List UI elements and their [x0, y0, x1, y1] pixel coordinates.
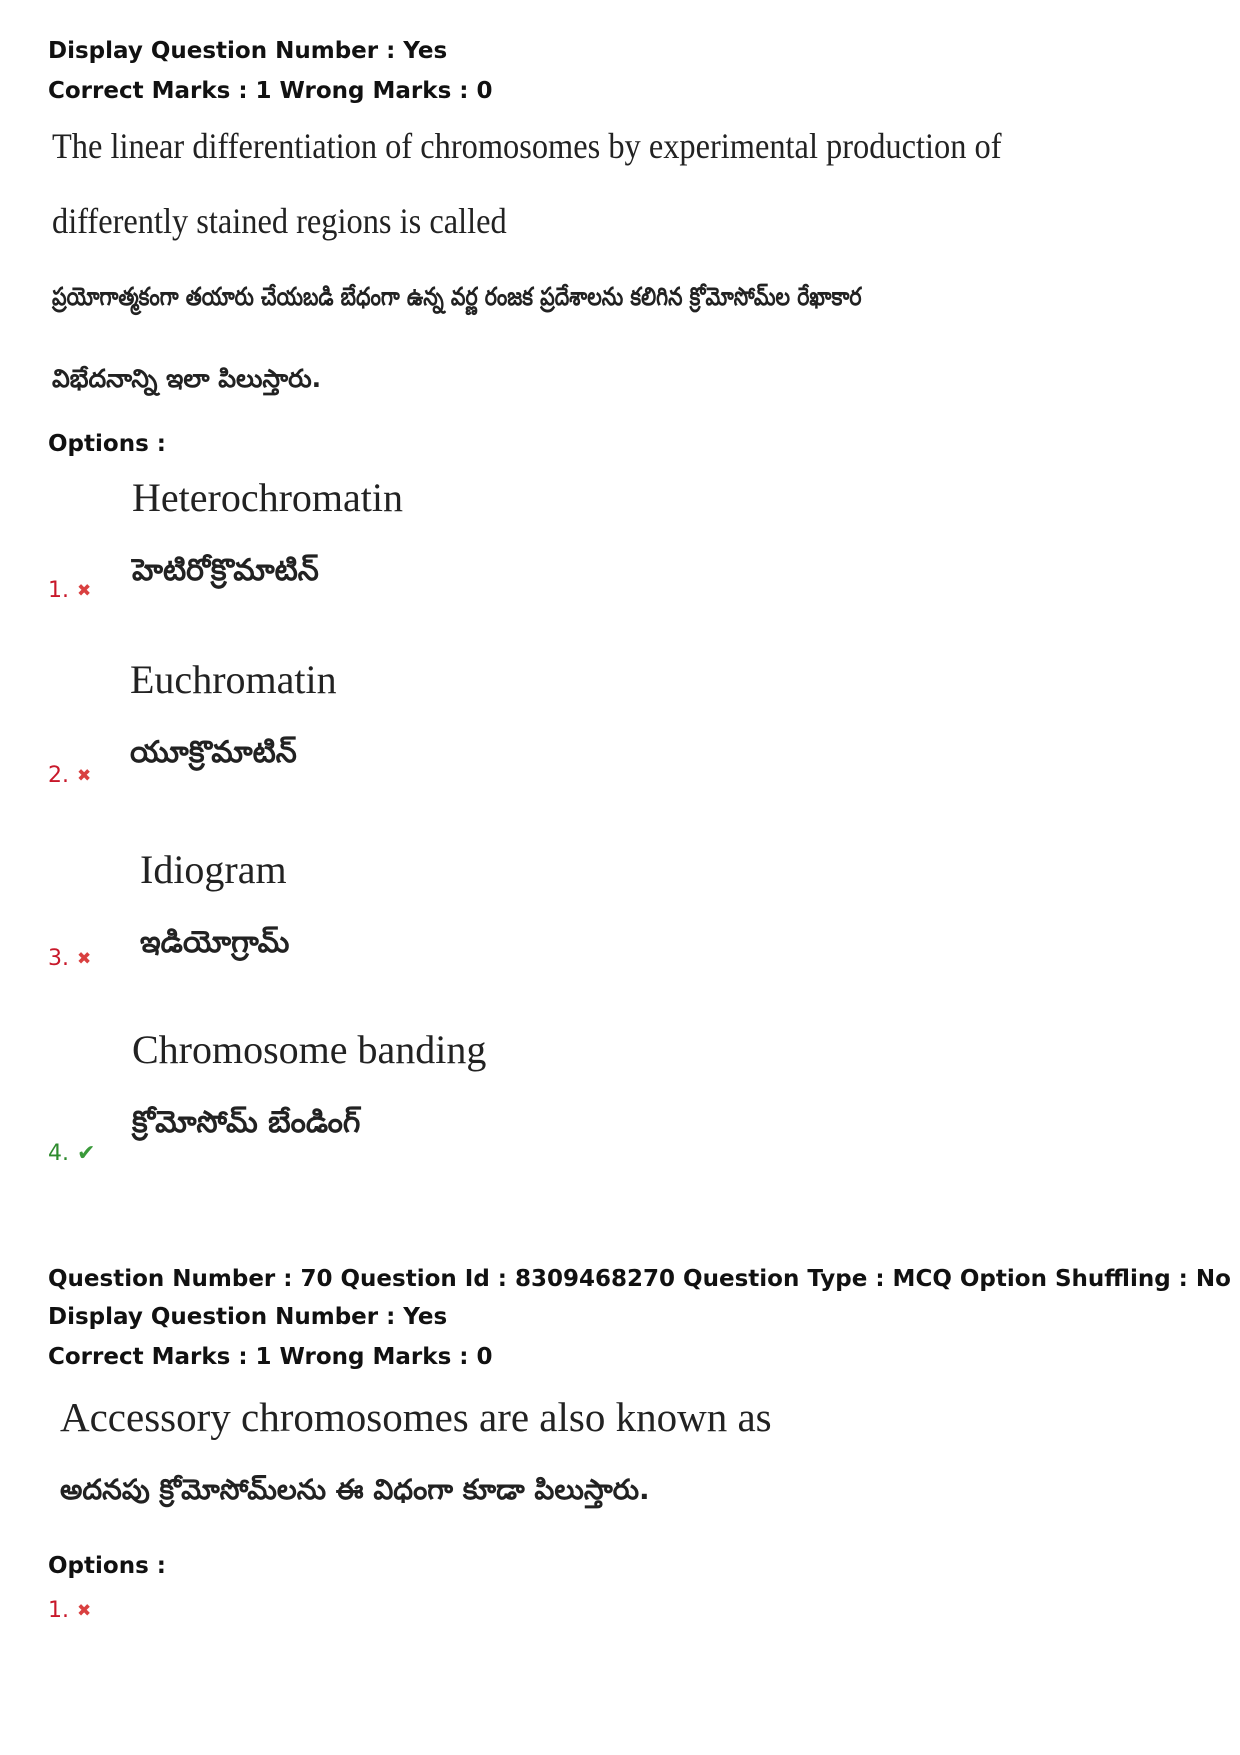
question-text-te-line1: ప్రయోగాత్మకంగా తయారు చేయబడి బేధంగా ఉన్న వర్ణ రంజక ప్రదేశాలను కలిగిన క్రోమోసోమ్‌ల రేఖాకార — [52, 282, 862, 311]
option-1 — [48, 580, 91, 602]
option-3-text-te: ఇడియోగ్రామ్ — [140, 925, 290, 960]
option-number: 1. — [48, 578, 69, 603]
marks-info: Correct Marks : 1 Wrong Marks : 0 — [48, 78, 493, 104]
question-text-te: అదనపు క్రోమోసోమ్‌లను ఈ విధంగా కూడా పిలుస్తారు. — [60, 1473, 650, 1506]
option-1 — [48, 1600, 91, 1622]
option-4-text-en: Chromosome banding — [132, 1027, 487, 1072]
display-question-number: Display Question Number : Yes — [48, 1304, 448, 1330]
question-header: Question Number : 70 Question Id : 8309468270 Question Type : MCQ Option Shuffling : No — [48, 1266, 1231, 1292]
marks-info: Correct Marks : 1 Wrong Marks : 0 — [48, 1344, 493, 1370]
option-2 — [48, 765, 91, 787]
option-number: 3. — [48, 946, 69, 971]
question-text-en: Accessory chromosomes are also known as — [60, 1394, 772, 1440]
option-number: 1. — [48, 1598, 69, 1623]
option-2-text-te: యూక్రొమాటిన్ — [130, 735, 297, 770]
cross-icon: ✖ — [77, 765, 92, 786]
question-text-te-line2: విభేదనాన్ని ఇలా పిలుస్తారు. — [52, 364, 322, 393]
display-question-number: Display Question Number : Yes — [48, 38, 448, 64]
option-1-text-en: Heterochromatin — [132, 475, 403, 520]
question-text-en-line1: The linear differentiation of chromosomes by experimental production of — [52, 126, 1002, 166]
option-2-text-en: Euchromatin — [130, 657, 337, 702]
options-label: Options : — [48, 1553, 166, 1579]
option-number: 4. — [48, 1141, 69, 1166]
option-3 — [48, 948, 91, 970]
option-4-text-te: క్రోమోసోమ్ బేండింగ్ — [132, 1105, 361, 1140]
options-label: Options : — [48, 431, 166, 457]
option-3-text-en: Idiogram — [140, 847, 287, 892]
option-4 — [48, 1143, 95, 1165]
cross-icon: ✖ — [77, 948, 92, 969]
option-number: 2. — [48, 763, 69, 788]
question-text-en-line2: differently stained regions is called — [52, 201, 507, 241]
option-1-text-te: హెటిరోక్రొమాటిన్ — [132, 553, 319, 588]
cross-icon: ✖ — [77, 580, 92, 601]
cross-icon: ✖ — [77, 1600, 92, 1621]
check-icon: ✔ — [77, 1141, 96, 1166]
